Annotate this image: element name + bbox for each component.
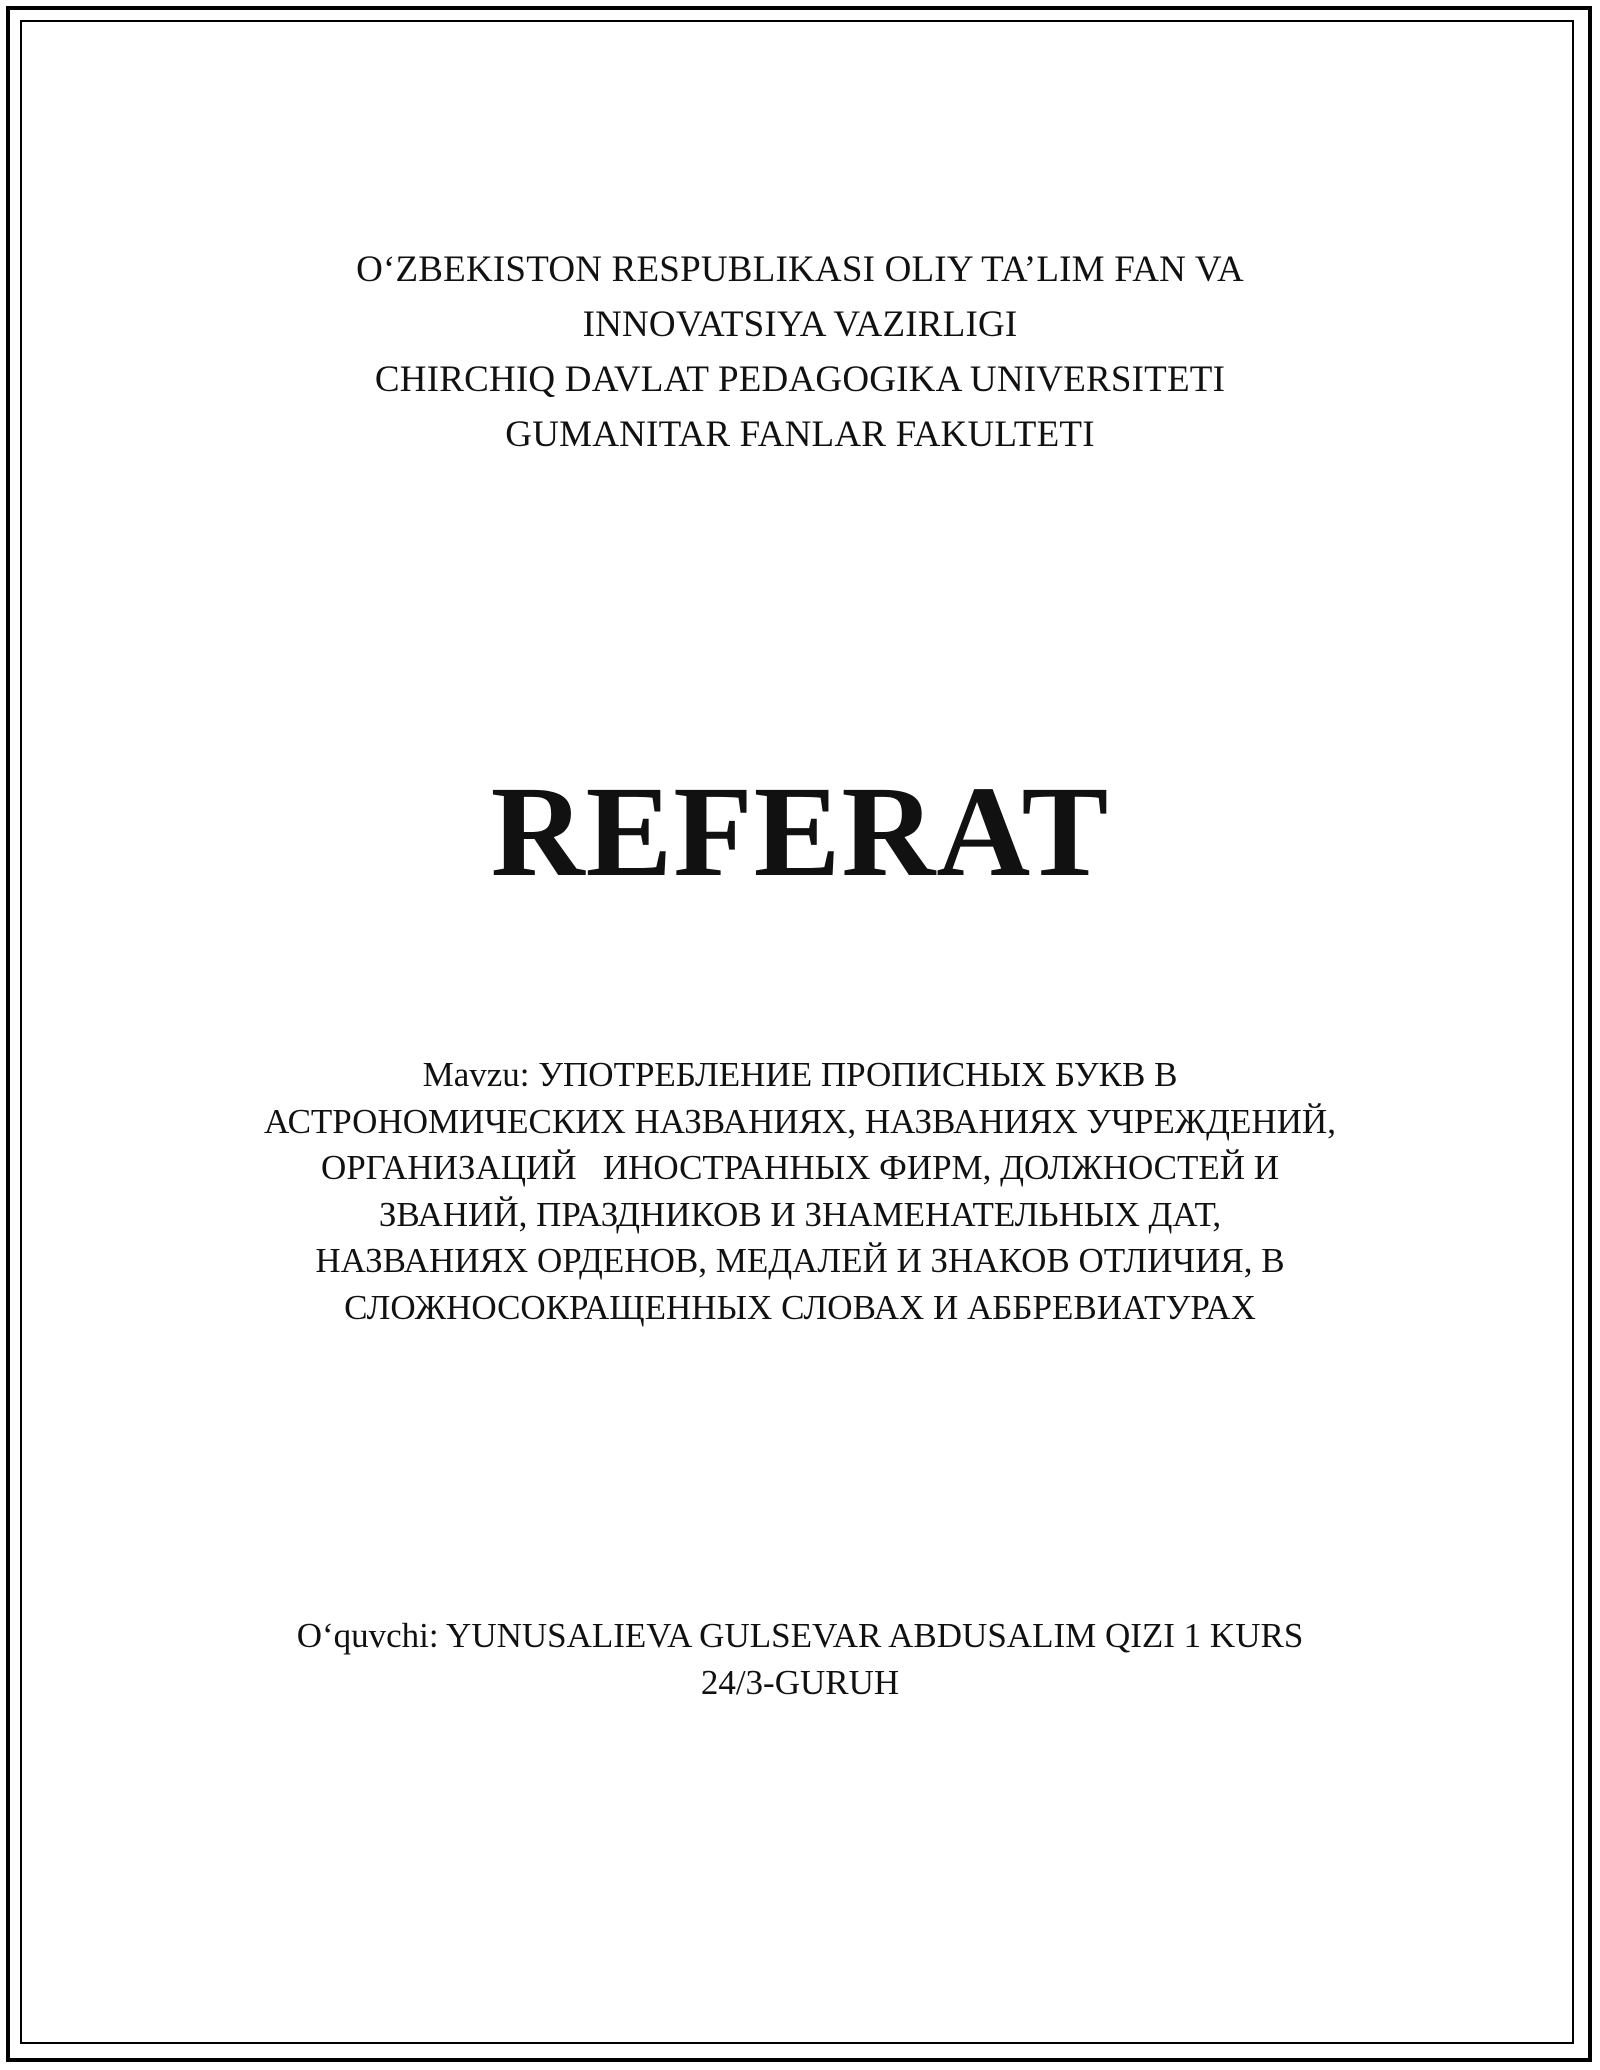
topic-line: АСТРОНОМИЧЕСКИХ НАЗВАНИЯХ, НАЗВАНИЯХ УЧРЕЖДЕНИЙ, xyxy=(264,1101,1336,1141)
header-line: GUMANITAR FANLAR FAKULTETI xyxy=(505,414,1095,455)
header-line: O‘ZBEKISTON RESPUBLIKASI OLIY TA’LIM FAN VA xyxy=(356,249,1244,290)
header-line: INNOVATSIYA VAZIRLIGI xyxy=(582,304,1018,345)
topic-line: ЗВАНИЙ, ПРАЗДНИКОВ И ЗНАМЕНАТЕЛЬНЫХ ДАТ, xyxy=(378,1194,1222,1234)
topic-line: НАЗВАНИЯХ ОРДЕНОВ, МЕДАЛЕЙ И ЗНАКОВ ОТЛИЧИЯ, В xyxy=(315,1241,1285,1280)
topic-block xyxy=(0,1052,1600,1331)
ministry-header xyxy=(0,242,1600,462)
topic-line: ОРГАНИЗАЦИЙ ИНОСТРАННЫХ ФИРМ, ДОЛЖНОСТЕЙ И xyxy=(320,1148,1280,1187)
header-line: CHIRCHIQ DAVLAT PEDAGOGIKA UNIVERSITETI xyxy=(374,359,1226,400)
student-line: O‘quvchi: YUNUSALIEVA GULSEVAR ABDUSALIM QIZI 1 KURS xyxy=(296,1616,1304,1655)
student-line: 24/3-GURUH xyxy=(700,1663,900,1702)
topic-line: СЛОЖНОСОКРАЩЕННЫХ СЛОВАХ И АББРЕВИАТУРАХ xyxy=(344,1287,1256,1327)
topic-line: Mavzu: УПОТРЕБЛЕНИЕ ПРОПИСНЫХ БУКВ В xyxy=(422,1055,1178,1094)
document-title: REFERAT xyxy=(490,760,1110,904)
student-info xyxy=(0,1612,1600,1706)
